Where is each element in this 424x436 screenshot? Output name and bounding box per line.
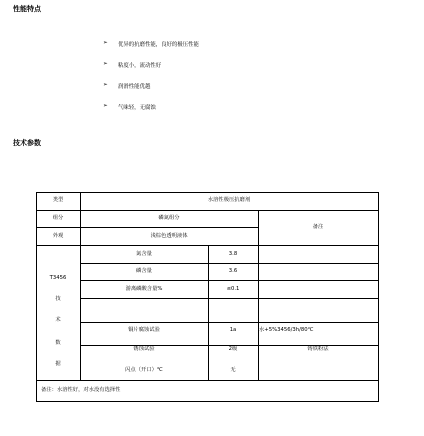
feature-text: 优异的抗磨性能，良好的极压性能 bbox=[118, 42, 199, 48]
arrow-bullet-icon: ➢ bbox=[103, 61, 108, 67]
row-name: 闪点（开口）℃ bbox=[125, 367, 163, 373]
row-value: 3.8 bbox=[228, 251, 238, 257]
row-note: 水+5%3456/3h/80℃ bbox=[259, 327, 314, 333]
type-label: 类型 bbox=[52, 197, 64, 203]
remark-label: 备注 bbox=[312, 224, 324, 230]
table-rule bbox=[378, 192, 379, 402]
composition-value: 磷氮组分 bbox=[158, 215, 180, 221]
side-label-char: 数 bbox=[55, 340, 61, 346]
row-note: 铸铁粉法 bbox=[307, 346, 329, 352]
composition-label: 组分 bbox=[52, 215, 64, 221]
table-rule bbox=[36, 192, 379, 193]
feature-text: 粘度小，流动性好 bbox=[118, 63, 162, 69]
row-name: 氮含量 bbox=[136, 251, 152, 257]
row-name: 磷含量 bbox=[136, 268, 152, 274]
table-rule bbox=[80, 298, 379, 299]
row-name: 锈蚀试验 bbox=[133, 346, 155, 352]
row-name: 游离磷酸含量% bbox=[125, 286, 163, 292]
row-value: ≤0.1 bbox=[226, 286, 240, 292]
table-rule bbox=[36, 227, 258, 228]
features-heading: 性能特点 bbox=[13, 5, 41, 13]
appearance-label: 外观 bbox=[52, 233, 64, 239]
side-label-char: 技 bbox=[55, 296, 61, 302]
row-value: 2级 bbox=[228, 346, 238, 352]
arrow-bullet-icon: ➢ bbox=[103, 40, 108, 46]
table-footer-note: 备注：水溶性好，对水没有选择性 bbox=[41, 387, 121, 393]
side-label-char: 据 bbox=[55, 361, 61, 367]
row-value: 1a bbox=[229, 327, 237, 333]
table-rule bbox=[80, 280, 379, 281]
type-value: 水溶性极压抗磨剂 bbox=[207, 197, 251, 203]
table-rule bbox=[80, 263, 379, 264]
table-rule bbox=[36, 401, 379, 402]
row-name: 铜片腐蚀试验 bbox=[128, 327, 160, 333]
feature-text: 气味轻，无腐蚀 bbox=[118, 105, 156, 111]
table-rule bbox=[208, 245, 209, 381]
row-value: 无 bbox=[230, 367, 236, 373]
arrow-bullet-icon: ➢ bbox=[103, 82, 108, 88]
table-rule bbox=[258, 210, 259, 381]
table-rule bbox=[36, 210, 379, 211]
feature-text: 润滑性能优越 bbox=[118, 84, 151, 90]
side-label-char: 术 bbox=[55, 317, 61, 323]
row-value: 3.6 bbox=[228, 268, 238, 274]
appearance-value: 浅棕色透明液体 bbox=[150, 233, 188, 239]
arrow-bullet-icon: ➢ bbox=[103, 103, 108, 109]
product-code: T3456 bbox=[49, 275, 67, 281]
params-heading: 技术参数 bbox=[13, 139, 41, 147]
table-rule bbox=[80, 322, 379, 323]
